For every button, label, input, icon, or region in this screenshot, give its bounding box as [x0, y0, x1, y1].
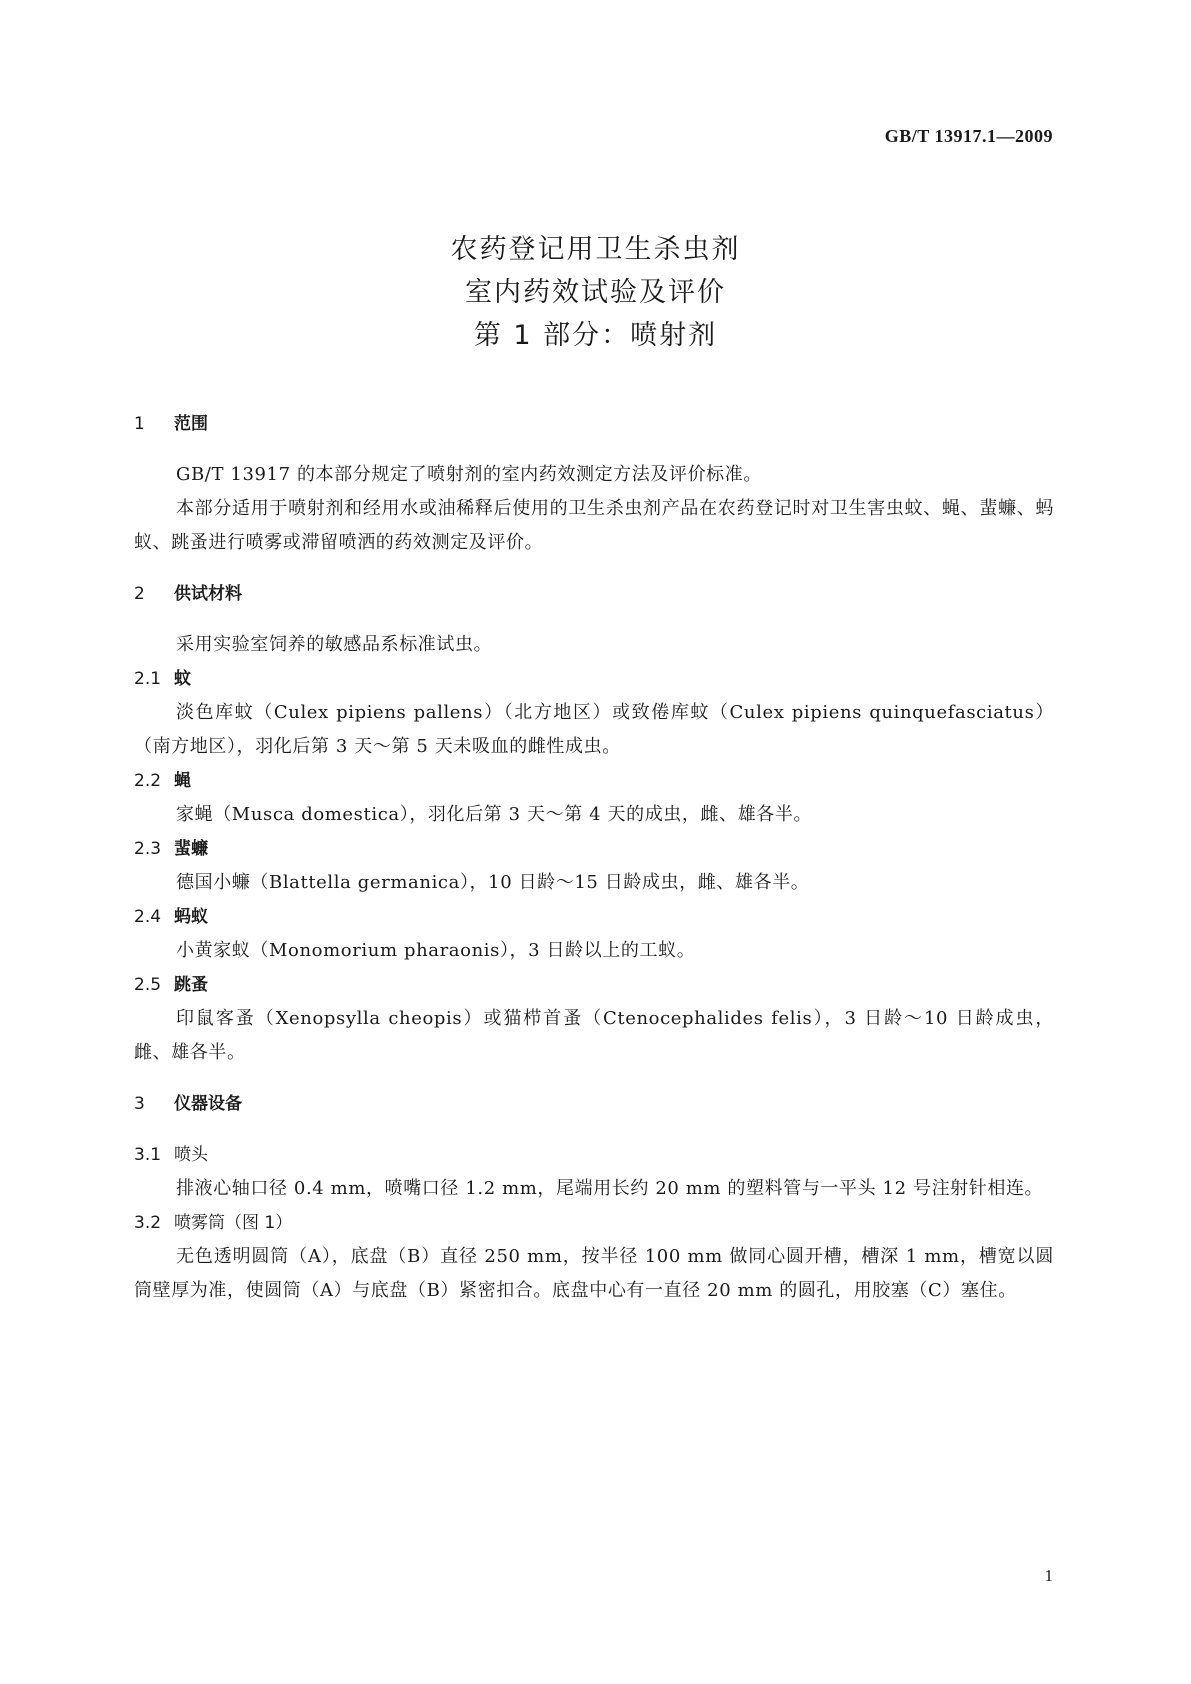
subsection-title: 喷头 — [174, 1145, 208, 1165]
subsection-3-2-heading — [134, 1206, 1054, 1240]
subsection-number: 2.4 — [134, 907, 162, 927]
subsection-number: 2.3 — [134, 839, 162, 859]
title-line-3: 第 1 部分：喷射剂 — [473, 320, 718, 351]
subsection-title: 蚂蚁 — [174, 907, 208, 927]
section-1-paragraph-2: 本部分适用于喷射剂和经用水或油稀释后使用的卫生杀虫剂产品在农药登记时对卫生害虫蚊、蝇、蜚蠊、蚂蚁、跳蚤进行喷雾或滞留喷洒的药效测定及评价。 — [134, 498, 1054, 553]
subsection-number: 2.2 — [134, 771, 162, 791]
section-1-paragraph-1: GB/T 13917 的本部分规定了喷射剂的室内药效测定方法及评价标准。 — [176, 464, 762, 485]
subsection-title: 喷雾筒（图 1） — [174, 1213, 293, 1233]
subsection-number: 2.5 — [134, 975, 162, 995]
section-1-heading — [134, 410, 1054, 438]
subsection-title: 蝇 — [174, 771, 191, 791]
title-line-2: 室内药效试验及评价 — [465, 277, 726, 308]
section-number: 1 — [134, 414, 145, 434]
subsection-2-5-text: 印鼠客蚤（Xenopsylla cheopis）或猫栉首蚤（Ctenocephalides felis），3 日龄～10 日龄成虫，雌、雄各半。 — [134, 1008, 1054, 1063]
section-number: 2 — [134, 584, 145, 604]
subsection-2-2-heading — [134, 764, 1054, 798]
section-title: 范围 — [174, 414, 208, 434]
subsection-2-2-text: 家蝇（Musca domestica），羽化后第 3 天～第 4 天的成虫，雌、雄各半。 — [176, 804, 813, 825]
subsection-3-1-text: 排液心轴口径 0.4 mm，喷嘴口径 1.2 mm，尾端用长约 20 mm 的塑料管与一平头 12 号注射针相连。 — [176, 1178, 1044, 1199]
section-3-heading — [134, 1090, 1054, 1118]
subsection-3-1-heading — [134, 1138, 1054, 1172]
subsection-3-2-text: 无色透明圆筒（A），底盘（B）直径 250 mm，按半径 100 mm 做同心圆开槽，槽深 1 mm，槽宽以圆筒壁厚为准，使圆筒（A）与底盘（B）紧密扣合。底盘中心有一直径 20 mm 的圆孔，用胶塞（C）塞住。 — [134, 1246, 1054, 1301]
section-title: 供试材料 — [174, 584, 242, 604]
subsection-2-1-text: 淡色库蚊（Culex pipiens pallens）（北方地区）或致倦库蚊（Culex pipiens quinquefasciatus）（南方地区），羽化后第 3 天～第 5 天未吸血的雌性成虫。 — [134, 702, 1054, 757]
subsection-2-5-heading — [134, 968, 1054, 1002]
subsection-2-4-text: 小黄家蚁（Monomorium pharaonis），3 日龄以上的工蚁。 — [176, 940, 696, 961]
document-title — [0, 228, 1191, 357]
subsection-number: 2.1 — [134, 669, 162, 689]
subsection-2-1-heading — [134, 662, 1054, 696]
subsection-2-3-text: 德国小蠊（Blattella germanica），10 日龄～15 日龄成虫，雌、雄各半。 — [176, 872, 810, 893]
standard-code: GB/T 13917.1—2009 — [884, 126, 1053, 146]
subsection-title: 蜚蠊 — [174, 839, 208, 859]
document-body — [134, 410, 1054, 1308]
section-2-paragraph-1: 采用实验室饲养的敏感品系标准试虫。 — [176, 634, 493, 655]
section-2-heading — [134, 580, 1054, 608]
section-number: 3 — [134, 1094, 145, 1114]
section-title: 仪器设备 — [174, 1094, 242, 1114]
subsection-title: 跳蚤 — [174, 975, 208, 995]
subsection-2-4-heading — [134, 900, 1054, 934]
subsection-number: 3.2 — [134, 1213, 162, 1233]
subsection-title: 蚊 — [174, 669, 191, 689]
page-number: 1 — [1044, 1566, 1053, 1585]
subsection-number: 3.1 — [134, 1145, 162, 1165]
title-line-1: 农药登记用卫生杀虫剂 — [450, 234, 741, 265]
subsection-2-3-heading — [134, 832, 1054, 866]
